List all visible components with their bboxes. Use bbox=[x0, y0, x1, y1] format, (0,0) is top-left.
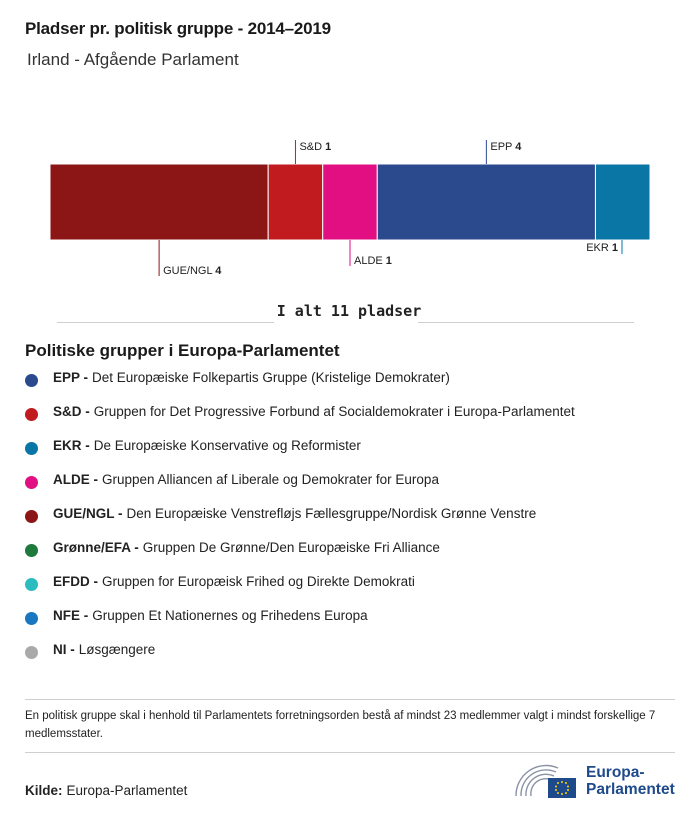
chart-subtitle: Irland - Afgående Parlament bbox=[27, 50, 239, 69]
note-bottom-divider bbox=[25, 752, 675, 753]
total-divider-left bbox=[57, 322, 274, 323]
legend-description: Gruppen for Europæisk Frihed og Direkte Demokrati bbox=[102, 574, 415, 589]
source-label: Kilde: bbox=[25, 783, 63, 798]
bar-segment-s-d bbox=[268, 164, 323, 240]
legend-color-dot bbox=[25, 408, 38, 421]
bar-segment-alde bbox=[323, 164, 378, 240]
chart-title: Pladser pr. politisk gruppe - 2014–2019 bbox=[25, 19, 331, 38]
legend-item bbox=[25, 540, 575, 574]
legend-description: De Europæiske Konservative og Reformister bbox=[93, 438, 361, 453]
legend-abbr: NI - bbox=[53, 642, 75, 657]
footnote: En politisk gruppe skal i henhold til Parlamentets forretningsorden bestå af mindst 23 medlemmer valgt i mindst forskellige 7 medlemsstater. bbox=[25, 710, 656, 740]
legend-color-dot bbox=[25, 476, 38, 489]
legend-color-dot bbox=[25, 612, 38, 625]
legend-description: Den Europæiske Venstrefløjs Fællesgruppe/Nordisk Grønne Venstre bbox=[126, 506, 537, 521]
legend-color-dot bbox=[25, 544, 38, 557]
total-seats-label: I alt 11 pladser bbox=[276, 302, 422, 320]
legend-abbr: GUE/NGL - bbox=[53, 506, 123, 521]
legend-list bbox=[25, 370, 575, 676]
legend-item bbox=[25, 472, 575, 506]
legend-color-dot bbox=[25, 578, 38, 591]
legend-abbr: NFE - bbox=[53, 608, 89, 623]
legend-title: Politiske grupper i Europa-Parlamentet bbox=[25, 341, 340, 360]
note-top-divider bbox=[25, 699, 675, 700]
source-value: Europa-Parlamentet bbox=[66, 783, 188, 798]
legend-item bbox=[25, 642, 575, 676]
stacked-seat-bar-chart bbox=[0, 130, 700, 290]
legend-description: Gruppen De Grønne/Den Europæiske Fri Alliance bbox=[142, 540, 440, 555]
legend-description: Gruppen for Det Progressive Forbund af Socialdemokrater i Europa-Parlamentet bbox=[93, 404, 575, 419]
logo-line-2: Parlamentet bbox=[586, 781, 675, 798]
legend-item bbox=[25, 370, 575, 404]
bar-label-alde: ALDE 1 bbox=[354, 255, 392, 267]
legend-item bbox=[25, 574, 575, 608]
legend-item bbox=[25, 438, 575, 472]
bar-segment-epp bbox=[377, 164, 595, 240]
legend-description: Løsgængere bbox=[78, 642, 156, 657]
legend-description: Gruppen Alliancen af Liberale og Demokrater for Europa bbox=[102, 472, 439, 487]
legend-description: Det Europæiske Folkepartis Gruppe (Kristelige Demokrater) bbox=[92, 370, 450, 385]
source-line bbox=[25, 783, 187, 798]
legend-color-dot bbox=[25, 374, 38, 387]
bar-label-ekr: EKR 1 bbox=[586, 242, 618, 254]
europarl-logo bbox=[514, 762, 675, 800]
bar-label-gue-ngl: GUE/NGL 4 bbox=[163, 265, 222, 277]
legend-abbr: ALDE - bbox=[53, 472, 98, 487]
bar-segment-ekr bbox=[595, 164, 650, 240]
total-divider-right bbox=[418, 322, 634, 323]
bar-segment-gue-ngl bbox=[50, 164, 268, 240]
legend-abbr: Grønne/EFA - bbox=[53, 540, 139, 555]
bar-label-epp: EPP 4 bbox=[490, 141, 522, 153]
legend-item bbox=[25, 404, 575, 438]
legend-item bbox=[25, 608, 575, 642]
legend-abbr: S&D - bbox=[53, 404, 90, 419]
legend-abbr: EFDD - bbox=[53, 574, 98, 589]
legend-item bbox=[25, 506, 575, 540]
logo-line-1: Europa- bbox=[586, 764, 645, 781]
legend-abbr: EPP - bbox=[53, 370, 89, 385]
parliament-hemicycle-icon bbox=[514, 762, 578, 800]
bar-label-s-d: S&D 1 bbox=[299, 141, 332, 153]
legend-description: Gruppen Et Nationernes og Frihedens Europa bbox=[92, 608, 368, 623]
legend-color-dot bbox=[25, 510, 38, 523]
legend-abbr: EKR - bbox=[53, 438, 90, 453]
legend-color-dot bbox=[25, 442, 38, 455]
legend-color-dot bbox=[25, 646, 38, 659]
